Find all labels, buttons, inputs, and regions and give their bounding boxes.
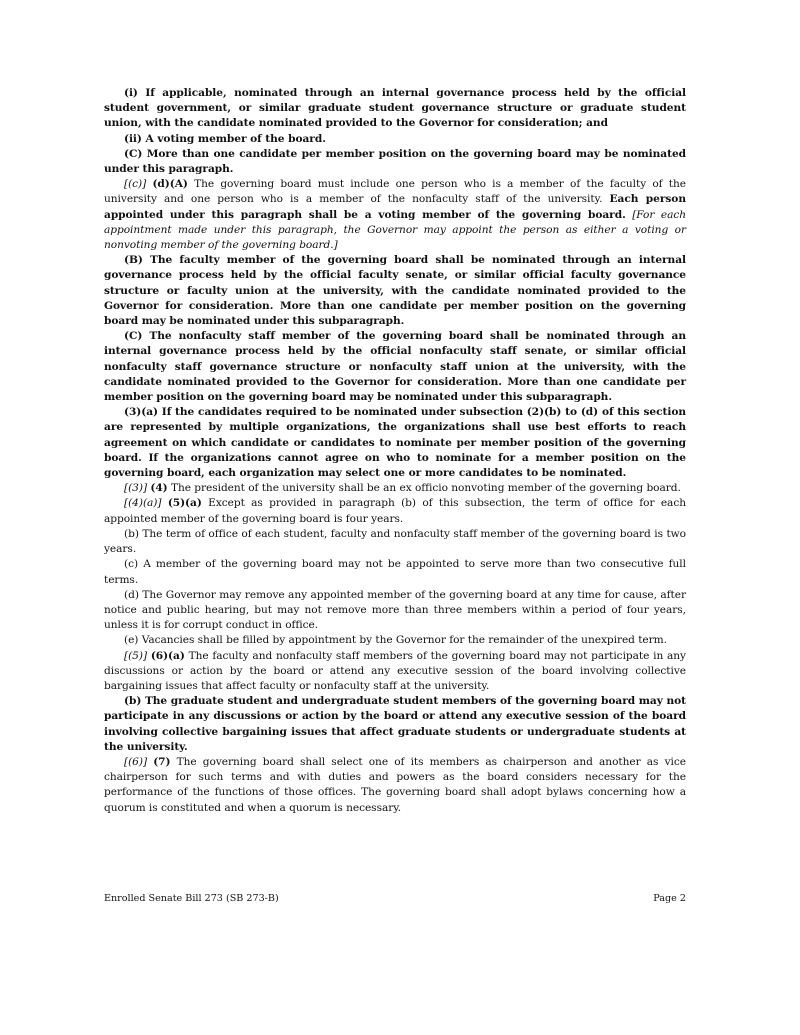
para-text: The governing board must include one person who is a member of the faculty of the university and one person who is a member of the nonfaculty staff of the university. xyxy=(104,178,686,206)
para-text: Except as provided in paragraph (b) of this subsection, the term of office for each appointed member of the governing board is four years. xyxy=(104,497,686,525)
para-text: The faculty and nonfaculty staff members of the governing board may not participate in any discussions or action by the board or attend any executive session of the board involving collective bargaining issues that affect faculty or nonfaculty staff at the university. xyxy=(104,649,686,692)
deleted-ref: [(4)(a)] xyxy=(124,497,162,510)
para-i: (i) If applicable, nominated through an internal governance process held by the official student government, or similar graduate student governance structure or graduate student union, with the candidate nominated provided to the Governor for consideration; and xyxy=(104,87,686,130)
new-ref: (4) xyxy=(150,482,168,495)
new-text: Each person appointed under this paragraph shall be a voting member of the governing board. xyxy=(104,193,686,221)
new-ref: (5)(a) xyxy=(167,497,202,510)
bill-name: Enrolled Senate Bill 273 (SB 273-B) xyxy=(104,893,279,904)
para-text: The governing board shall select one of its members as chairperson and another as vice chairperson for such terms and with duties and powers as the board considers necessary for the performance of the functions of those offices. The governing board shall adopt bylaws concerning how a quorum is constituted and when a quorum is necessary. xyxy=(104,755,686,814)
para-B-faculty: (B) The faculty member of the governing board shall be nominated through an internal governance process held by the official faculty senate, or similar official faculty governance structure or faculty union at the university, with the candidate nominated provided to the Governor for consideration. More than one candidate per member position on the governing board may be nominated under this subparagraph. xyxy=(104,254,686,328)
para-5d: (d) The Governor may remove any appointed member of the governing board at any time for cause, after notice and public hearing, but may not remove more than three members within a period of four years, unless it is for corrupt conduct in office. xyxy=(104,588,686,632)
para-3a: (3)(a) If the candidates required to be nominated under subsection (2)(b) to (d) of this section are represented by multiple organizations, the organizations shall use best efforts to reach agreement on which candidate or candidates to nominate per member position of the governing board. If the organizations cannot agree on who to nominate for a member position on the governing board, each organization may select one or more candidates to be nominated. xyxy=(104,406,686,480)
para-5a xyxy=(104,496,686,526)
para-6a xyxy=(104,649,686,695)
deleted-ref: [(c)] xyxy=(124,178,147,191)
document-body xyxy=(104,86,686,816)
deleted-ref: [(3)] xyxy=(124,482,148,495)
para-C-nonfaculty: (C) The nonfaculty staff member of the governing board shall be nominated through an internal governance process held by the official nonfaculty staff senate, or similar official nonfaculty staff governance structure or nonfaculty staff union at the university, with the candidate nominated provided to the Governor for consideration. More than one candidate per member position on the governing board may be nominated under this subparagraph. xyxy=(104,330,686,404)
para-5e: (e) Vacancies shall be filled by appointment by the Governor for the remainder of the unexpired term. xyxy=(124,634,667,647)
deleted-ref: [(6)] xyxy=(124,755,148,768)
para-4 xyxy=(104,481,686,496)
deleted-ref: [(5)] xyxy=(124,649,148,662)
para-text: The president of the university shall be an ex officio nonvoting member of the governing board. xyxy=(170,482,681,495)
para-5c: (c) A member of the governing board may not be appointed to serve more than two consecutive full terms. xyxy=(104,558,686,586)
page-number: Page 2 xyxy=(653,893,686,904)
page-footer xyxy=(104,893,686,904)
para-6b: (b) The graduate student and undergraduate student members of the governing board may not participate in any discussions or action by the board or attend any executive session of the board involving collective bargaining issues that affect graduate students or undergraduate students at the university. xyxy=(104,695,686,753)
new-ref: (7) xyxy=(153,755,171,768)
new-ref: (d)(A) xyxy=(152,178,188,191)
para-C-nomination: (C) More than one candidate per member position on the governing board may be nominated under this paragraph. xyxy=(104,147,686,176)
para-ii: (ii) A voting member of the board. xyxy=(124,132,326,145)
para-7 xyxy=(104,755,686,816)
para-d-A xyxy=(104,177,686,253)
para-5b: (b) The term of office of each student, faculty and nonfaculty staff member of the governing board is two years. xyxy=(104,527,686,556)
new-ref: (6)(a) xyxy=(150,649,185,662)
deleted-text: [For each appointment made under this paragraph, the Governor may appoint the person as either a voting or nonvoting member of the governing board.] xyxy=(104,208,686,252)
